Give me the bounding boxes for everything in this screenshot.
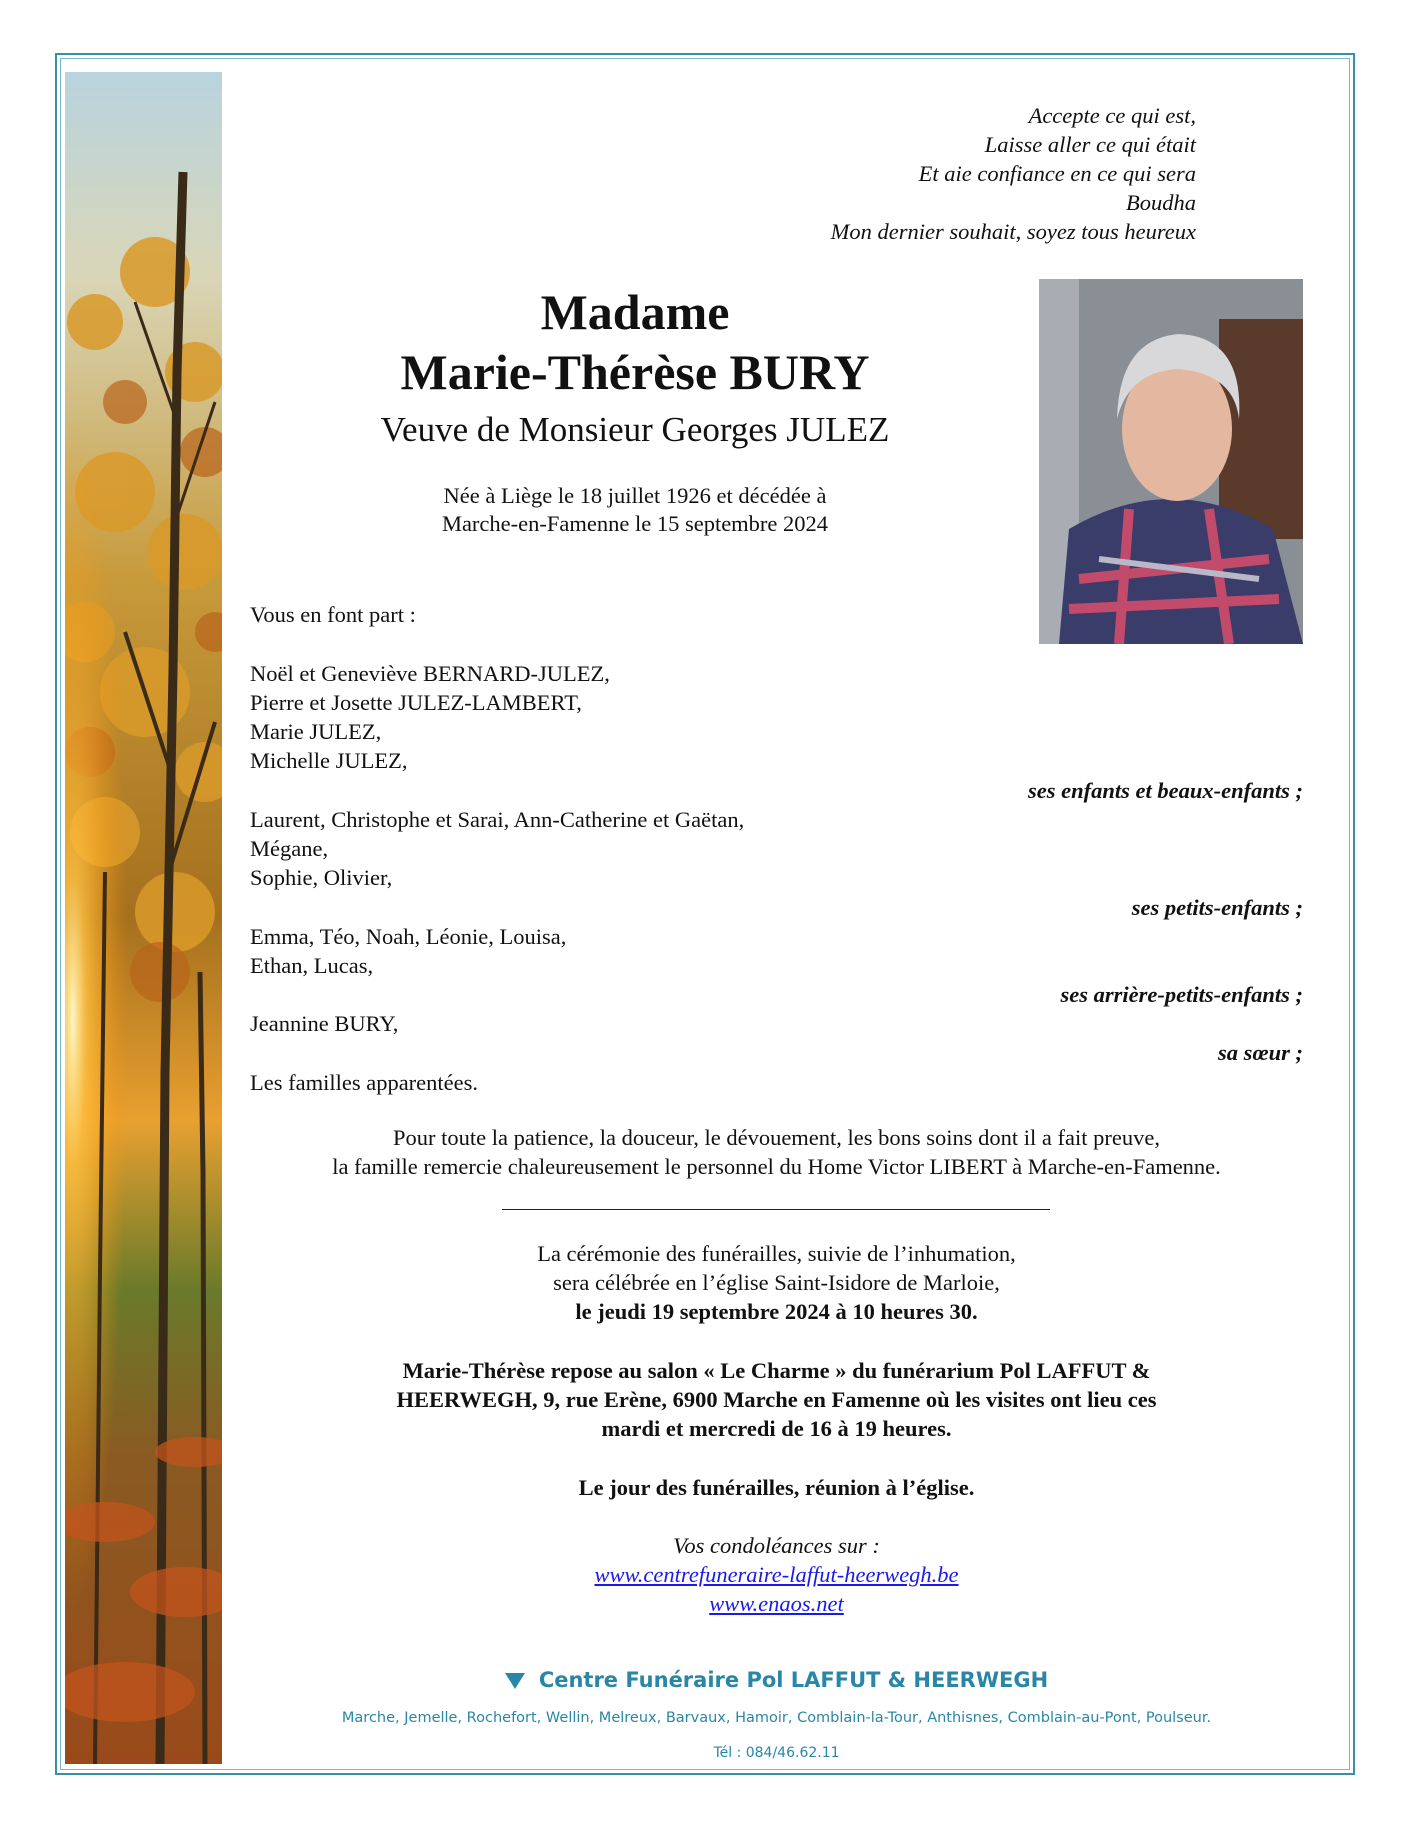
family-name-line: Emma, Téo, Noah, Léonie, Louisa, xyxy=(250,924,567,949)
quote-line: Laisse aller ce qui était xyxy=(984,132,1196,157)
dates-line: Marche-en-Famenne le 15 septembre 2024 xyxy=(441,511,829,536)
ceremony-block xyxy=(250,1239,1303,1326)
thanks-block xyxy=(250,1123,1303,1181)
footer-phone: Tél : 084/46.62.11 xyxy=(713,1745,840,1761)
family-name-line: Pierre et Josette JULEZ-LAMBERT, xyxy=(250,690,582,715)
quote-line: Et aie confiance en ce qui sera xyxy=(918,161,1196,186)
family-name-line: Michelle JULEZ, xyxy=(250,748,408,773)
title-madame: Madame xyxy=(540,284,730,340)
family-name-line: Mégane, xyxy=(250,836,329,861)
condolences-link-funeral-center[interactable]: www.centrefuneraire-laffut-heerwegh.be xyxy=(594,1562,959,1587)
thanks-line: la famille remercie chaleureusement le personnel du Home Victor LIBERT à Marche-en-Famenne. xyxy=(332,1154,1221,1179)
thanks-line: Pour toute la patience, la douceur, le dévouement, les bons soins dont il a fait preuve, xyxy=(392,1125,1160,1150)
triangle-down-icon xyxy=(505,1673,525,1689)
portrait-photo xyxy=(1039,279,1303,644)
family-name-line: Ethan, Lucas, xyxy=(250,953,374,978)
quote-line: Accepte ce qui est, xyxy=(1028,103,1196,128)
meeting-line: Le jour des funérailles, réunion à l’église. xyxy=(578,1475,975,1500)
deceased-name: Marie-Thérèse BURY xyxy=(400,344,870,400)
family-name-line: Marie JULEZ, xyxy=(250,719,382,744)
widow-line: Veuve de Monsieur Georges JULEZ xyxy=(380,410,890,449)
relation-label: sa sœur ; xyxy=(1217,1040,1303,1065)
quote-block xyxy=(831,101,1196,246)
quote-line: Mon dernier souhait, soyez tous heureux xyxy=(830,219,1196,244)
intro-text: Vous en font part : xyxy=(250,602,416,627)
footer-title xyxy=(250,1668,1303,1692)
ceremony-line: La cérémonie des funérailles, suivie de l’inhumation, xyxy=(537,1241,1016,1266)
condolences-block xyxy=(250,1531,1303,1618)
rest-line: mardi et mercredi de 16 à 19 heures. xyxy=(601,1416,952,1441)
ceremony-date: le jeudi 19 septembre 2024 à 10 heures 30. xyxy=(575,1299,978,1324)
relation-label: ses arrière-petits-enfants ; xyxy=(1060,982,1303,1007)
rest-line: Marie-Thérèse repose au salon « Le Charme » du funérarium Pol LAFFUT & xyxy=(402,1358,1151,1383)
condolences-link-enaos[interactable]: www.enaos.net xyxy=(709,1591,844,1616)
family-name-line: Jeannine BURY, xyxy=(250,1011,399,1036)
rest-block xyxy=(250,1356,1303,1443)
ceremony-line: sera célébrée en l’église Saint-Isidore de Marloie, xyxy=(553,1270,1000,1295)
family-name-line: Noël et Geneviève BERNARD-JULEZ, xyxy=(250,661,610,686)
rest-line: HEERWEGH, 9, rue Erène, 6900 Marche en Famenne où les visites ont lieu ces xyxy=(396,1387,1157,1412)
footer-towns: Marche, Jemelle, Rochefort, Wellin, Melreux, Barvaux, Hamoir, Comblain-la-Tour, Anthisnes, Comblain-au-Pont, Poulseur. xyxy=(341,1710,1212,1726)
relation-label: ses enfants et beaux-enfants ; xyxy=(1028,778,1303,803)
quote-line: Boudha xyxy=(1126,190,1196,215)
family-name-line: Sophie, Olivier, xyxy=(250,865,393,890)
autumn-forest-image xyxy=(65,72,222,1764)
footer-title-text: Centre Funéraire Pol LAFFUT & HEERWEGH xyxy=(538,1668,1049,1692)
relation-label: ses petits-enfants ; xyxy=(1131,895,1303,920)
dates-block xyxy=(250,482,1020,538)
condolences-label: Vos condoléances sur : xyxy=(673,1533,880,1558)
separator-line xyxy=(502,1209,1050,1210)
families-line: Les familles apparentées. xyxy=(250,1070,479,1095)
dates-line: Née à Liège le 18 juillet 1926 et décédée à xyxy=(443,483,827,508)
family-name-line: Laurent, Christophe et Sarai, Ann-Catherine et Gaëtan, xyxy=(250,807,745,832)
